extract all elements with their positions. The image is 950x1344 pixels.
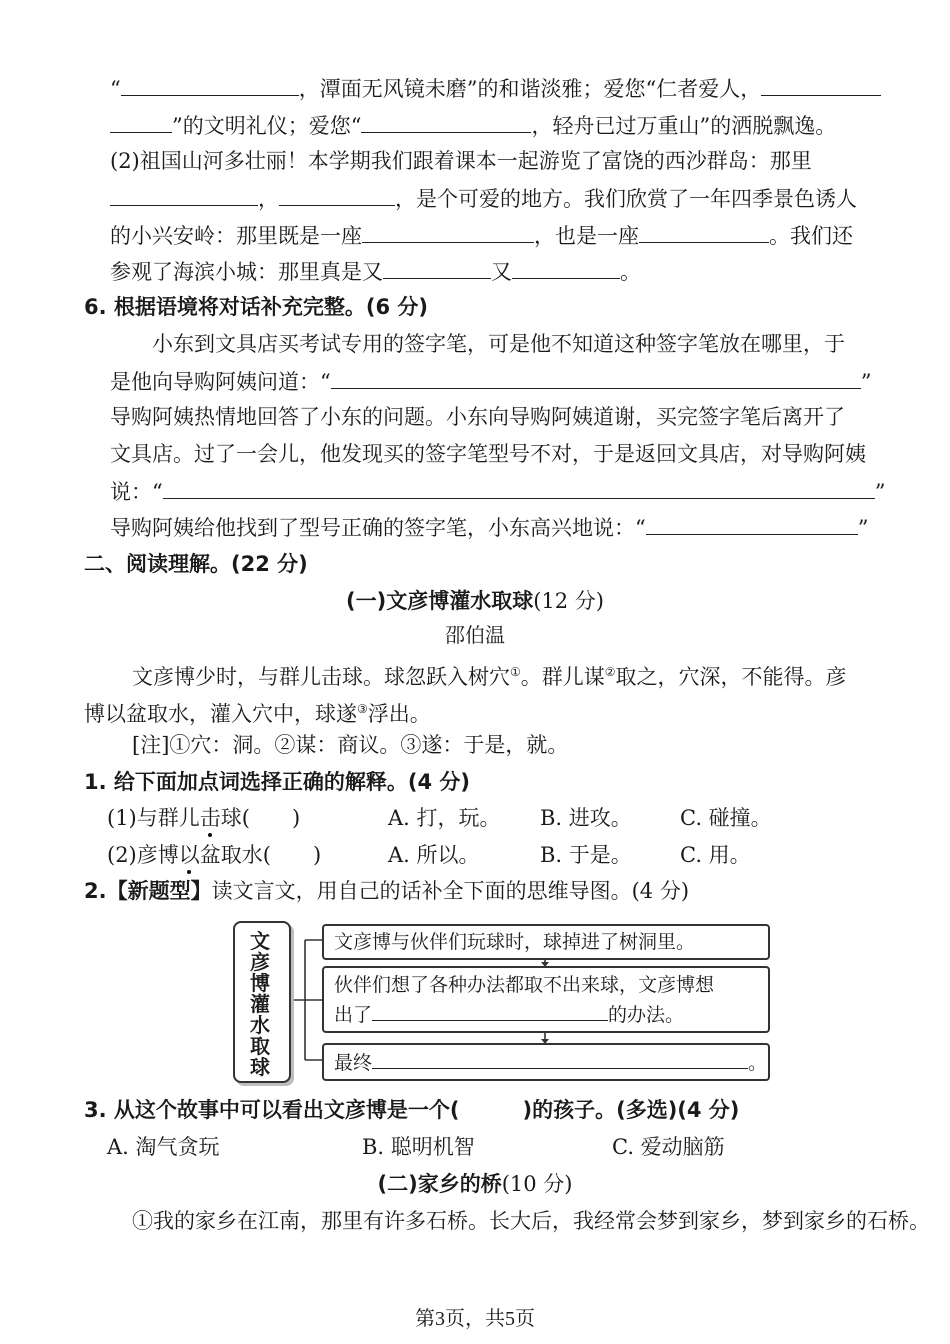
option-b[interactable]: B. 进攻。	[540, 806, 632, 830]
option-c[interactable]: C. 用。	[680, 843, 751, 867]
text: 文彦博与伙伴们玩球时，球掉进了树洞里。	[334, 931, 696, 953]
text: 说：“	[110, 480, 163, 504]
new-type-tag: 【新题型】	[106, 879, 212, 903]
text: ，轻舟已过万重山”的洒脱飘逸。	[531, 114, 837, 138]
title-text: (二)家乡的桥	[377, 1172, 502, 1196]
answer-blank[interactable]	[372, 1050, 748, 1069]
box-3-line	[334, 1050, 767, 1075]
box-2-line-2	[334, 1000, 684, 1028]
dotted-word: 击	[199, 806, 221, 830]
title-text: (一)文彦博灌水取球	[346, 589, 534, 613]
text: ，	[258, 187, 279, 211]
question-line: 文具店。过了一会儿，他发现买的签字笔型号不对，于是返回文具店，对导购阿姨	[110, 442, 866, 466]
note-marker: ②	[604, 665, 616, 679]
text: 的办法。	[608, 1004, 685, 1026]
text: 球( )	[220, 806, 301, 830]
section-heading: 二、阅读理解。(22 分)	[84, 552, 308, 576]
option-a[interactable]: A. 淘气贪玩	[107, 1135, 220, 1159]
text: 盆取水( )	[199, 843, 322, 867]
text: 出了	[334, 1004, 373, 1026]
question-line: 导购阿姨热情地回答了小东的问题。小东向导购阿姨道谢，买完签字笔后离开了	[110, 405, 845, 429]
mindmap-box-3	[322, 1043, 770, 1081]
option-b[interactable]: B. 聪明机智	[362, 1135, 475, 1159]
text: 文彦博少时，与群儿击球。球忽跃入树穴	[132, 665, 510, 689]
passage-2-title	[0, 1169, 950, 1199]
text: ，是个可爱的地方。我们欣赏了一年四季景色诱人	[395, 187, 857, 211]
text: 浮出。	[367, 702, 431, 726]
text: 伙伴们想了各种办法都取不出来球，文彦博想	[334, 974, 715, 996]
option-c[interactable]: C. 碰撞。	[680, 806, 772, 830]
text: ”	[860, 370, 872, 394]
passage-author: 邵伯温	[445, 623, 505, 647]
question-6-title: 6. 根据语境将对话补充完整。(6 分)	[84, 295, 429, 319]
text: (1)与群儿	[107, 806, 200, 830]
score-text: (10 分)	[501, 1172, 573, 1196]
option-a[interactable]: A. 打，玩。	[388, 806, 501, 830]
text: 。我们还	[769, 224, 853, 248]
text: ”	[857, 516, 869, 540]
mindmap-center-label: 文彦博灌水取球	[250, 929, 270, 1079]
mindmap-box-1	[322, 924, 770, 960]
annotation-note: [注]①穴：洞。②谋：商议。③遂：于是，就。	[132, 733, 569, 757]
text: 读文言文，用自己的话补全下面的思维导图。(4 分)	[211, 879, 690, 903]
mindmap-box-2	[322, 966, 770, 1033]
note-marker: ①	[510, 665, 521, 679]
text: 。	[748, 1052, 768, 1074]
text: 是他向导购阿姨问道：“	[110, 370, 331, 394]
text: 导购阿姨给他找到了型号正确的签字笔，小东高兴地说：“	[110, 516, 646, 540]
text: ，也是一座	[534, 224, 639, 248]
text: ，潭面无风镜未磨”的和谐淡雅；爱您“仁者爱人，	[298, 77, 762, 101]
question-1-title: 1. 给下面加点词选择正确的解释。(4 分)	[84, 770, 471, 794]
option-a[interactable]: A. 所以。	[388, 843, 480, 867]
dotted-word: 以	[178, 843, 200, 867]
text: ”	[874, 480, 886, 504]
question-number: 2.	[84, 879, 107, 903]
score-text: (12 分)	[533, 589, 604, 613]
text: “	[110, 77, 121, 101]
text: 。	[620, 260, 641, 284]
option-b[interactable]: B. 于是。	[540, 843, 632, 867]
page-number: 第3页，共5页	[415, 1308, 535, 1330]
text: 又	[491, 260, 512, 284]
text: 的小兴安岭：那里既是一座	[110, 224, 362, 248]
text: 取之，穴深，不能得。彦	[615, 665, 847, 689]
text: (2)彦博	[107, 843, 179, 867]
question-line: 小东到文具店买考试专用的签字笔，可是他不知道这种签字笔放在哪里，于	[152, 332, 845, 356]
text: 参观了海滨小城：那里真是又	[110, 260, 383, 284]
note-marker: ③	[357, 702, 368, 716]
text: 。群儿谋	[520, 665, 605, 689]
passage-paragraph: ①我的家乡在江南，那里有许多石桥。长大后，我经常会梦到家乡，梦到家乡的石桥。	[132, 1209, 930, 1233]
mindmap-center-node	[233, 921, 291, 1083]
question-line: (2)祖国山河多壮丽！本学期我们跟着课本一起游览了富饶的西沙群岛：那里	[110, 149, 812, 173]
text: 博以盆取水，灌入穴中，球遂	[84, 702, 357, 726]
question-3-title: 3. 从这个故事中可以看出文彦博是一个( )的孩子。(多选)(4 分)	[84, 1098, 740, 1122]
text: ”的文明礼仪；爱您“	[172, 114, 362, 138]
answer-blank[interactable]	[372, 1000, 608, 1021]
text: 最终	[334, 1052, 373, 1074]
option-c[interactable]: C. 爱动脑筋	[612, 1135, 725, 1159]
